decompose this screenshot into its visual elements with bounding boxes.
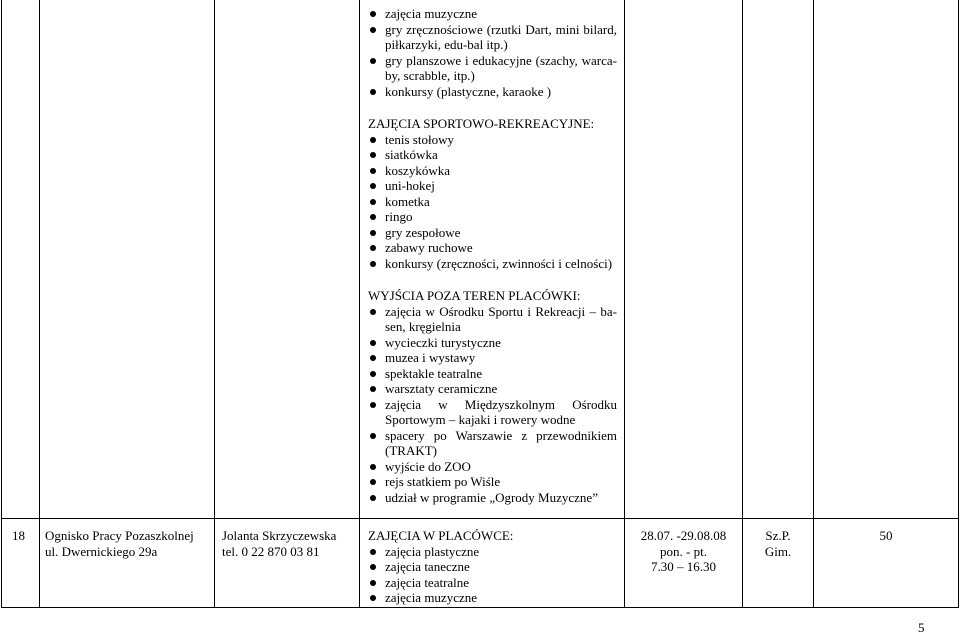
column-divider: [813, 0, 814, 608]
row18-activities-heading: ZAJĘCIA W PLACÓWCE:: [368, 528, 514, 543]
place-address: ul. Dwernickiego 29a: [45, 543, 158, 559]
list-item: gry zespołowe: [368, 225, 617, 241]
column-divider: [359, 0, 360, 608]
list-item: uni-hokej: [368, 178, 617, 194]
list-item: zajęcia w Międzyszkolnym Ośrodku Sportowym – kajaki i rowery wodne: [368, 397, 617, 428]
schedule-dates: 28.07. -29.08.08: [640, 528, 727, 543]
table-border-bottom: [1, 607, 959, 608]
list-item: udział w programie „Ogrody Muzyczne”: [368, 490, 617, 506]
list-item: zabawy ruchowe: [368, 240, 617, 256]
list-item: wycieczki turystyczne: [368, 335, 617, 351]
list-item: spektakle teatralne: [368, 366, 617, 382]
contact-cell: [222, 528, 358, 559]
row-divider: [1, 518, 959, 519]
contact-phone: tel. 0 22 870 03 81: [222, 543, 320, 559]
list-item: zajęcia muzyczne: [368, 6, 617, 22]
column-divider: [39, 0, 40, 608]
list-item: gry zręcznościowe (rzutki Dart, mini bilard, piłkarzyki, edu-bal itp.): [368, 22, 617, 53]
column-divider: [742, 0, 743, 608]
list-item: warsztaty ceramiczne: [368, 381, 617, 397]
list-item: tenis stołowy: [368, 132, 617, 148]
list-item: zajęcia teatralne: [368, 575, 617, 591]
place-name: Ognisko Pracy Pozaszkolnej: [45, 528, 194, 543]
schedule-cell: [625, 528, 742, 575]
column-divider: [624, 0, 625, 608]
activities-list: [368, 6, 617, 99]
list-item: kometka: [368, 194, 617, 210]
sport-heading: ZAJĘCIA SPORTOWO-REKREACYJNE:: [368, 116, 595, 131]
schedule-days: pon. - pt.: [660, 543, 707, 559]
trips-list: [368, 304, 617, 506]
contact-name: Jolanta Skrzyczewska: [222, 528, 337, 543]
activities-cell: [368, 6, 617, 505]
trips-heading: WYJŚCIA POZA TEREN PLACÓWKI:: [368, 288, 581, 303]
schedule-hours: 7.30 – 16.30: [651, 559, 716, 574]
list-item: zajęcia taneczne: [368, 559, 617, 575]
sport-list: [368, 132, 617, 272]
table-border-left: [1, 0, 2, 608]
level-cell: [743, 528, 813, 559]
list-item: konkursy (plastyczne, karaoke ): [368, 84, 617, 100]
page-number: 5: [918, 620, 925, 635]
row18-activities-list: [368, 544, 617, 606]
count-cell: 50: [879, 528, 893, 543]
list-item: spacery po Warszawie z przewodnikiem (TRAKT): [368, 428, 617, 459]
level-line2: Gim.: [764, 543, 792, 559]
list-item: siatkówka: [368, 147, 617, 163]
list-item: konkursy (zręczności, zwinności i celności): [368, 256, 617, 272]
table-border-right: [958, 0, 959, 608]
list-item: muzea i wystawy: [368, 350, 617, 366]
list-item: zajęcia muzyczne: [368, 590, 617, 606]
list-item: koszykówka: [368, 163, 617, 179]
column-divider: [214, 0, 215, 608]
place-cell: [45, 528, 213, 559]
list-item: zajęcia plastyczne: [368, 544, 617, 560]
list-item: zajęcia w Ośrodku Sportu i Rekreacji – basen, kręgielnia: [368, 304, 617, 335]
level-line1: Sz.P.: [765, 528, 791, 543]
row18-activities-cell: [368, 528, 617, 606]
list-item: ringo: [368, 209, 617, 225]
list-item: gry planszowe i edukacyjne (szachy, warcaby, scrabble, itp.): [368, 53, 617, 84]
list-item: rejs statkiem po Wiśle: [368, 474, 617, 490]
list-item: wyjście do ZOO: [368, 459, 617, 475]
row-number: 18: [12, 528, 25, 543]
